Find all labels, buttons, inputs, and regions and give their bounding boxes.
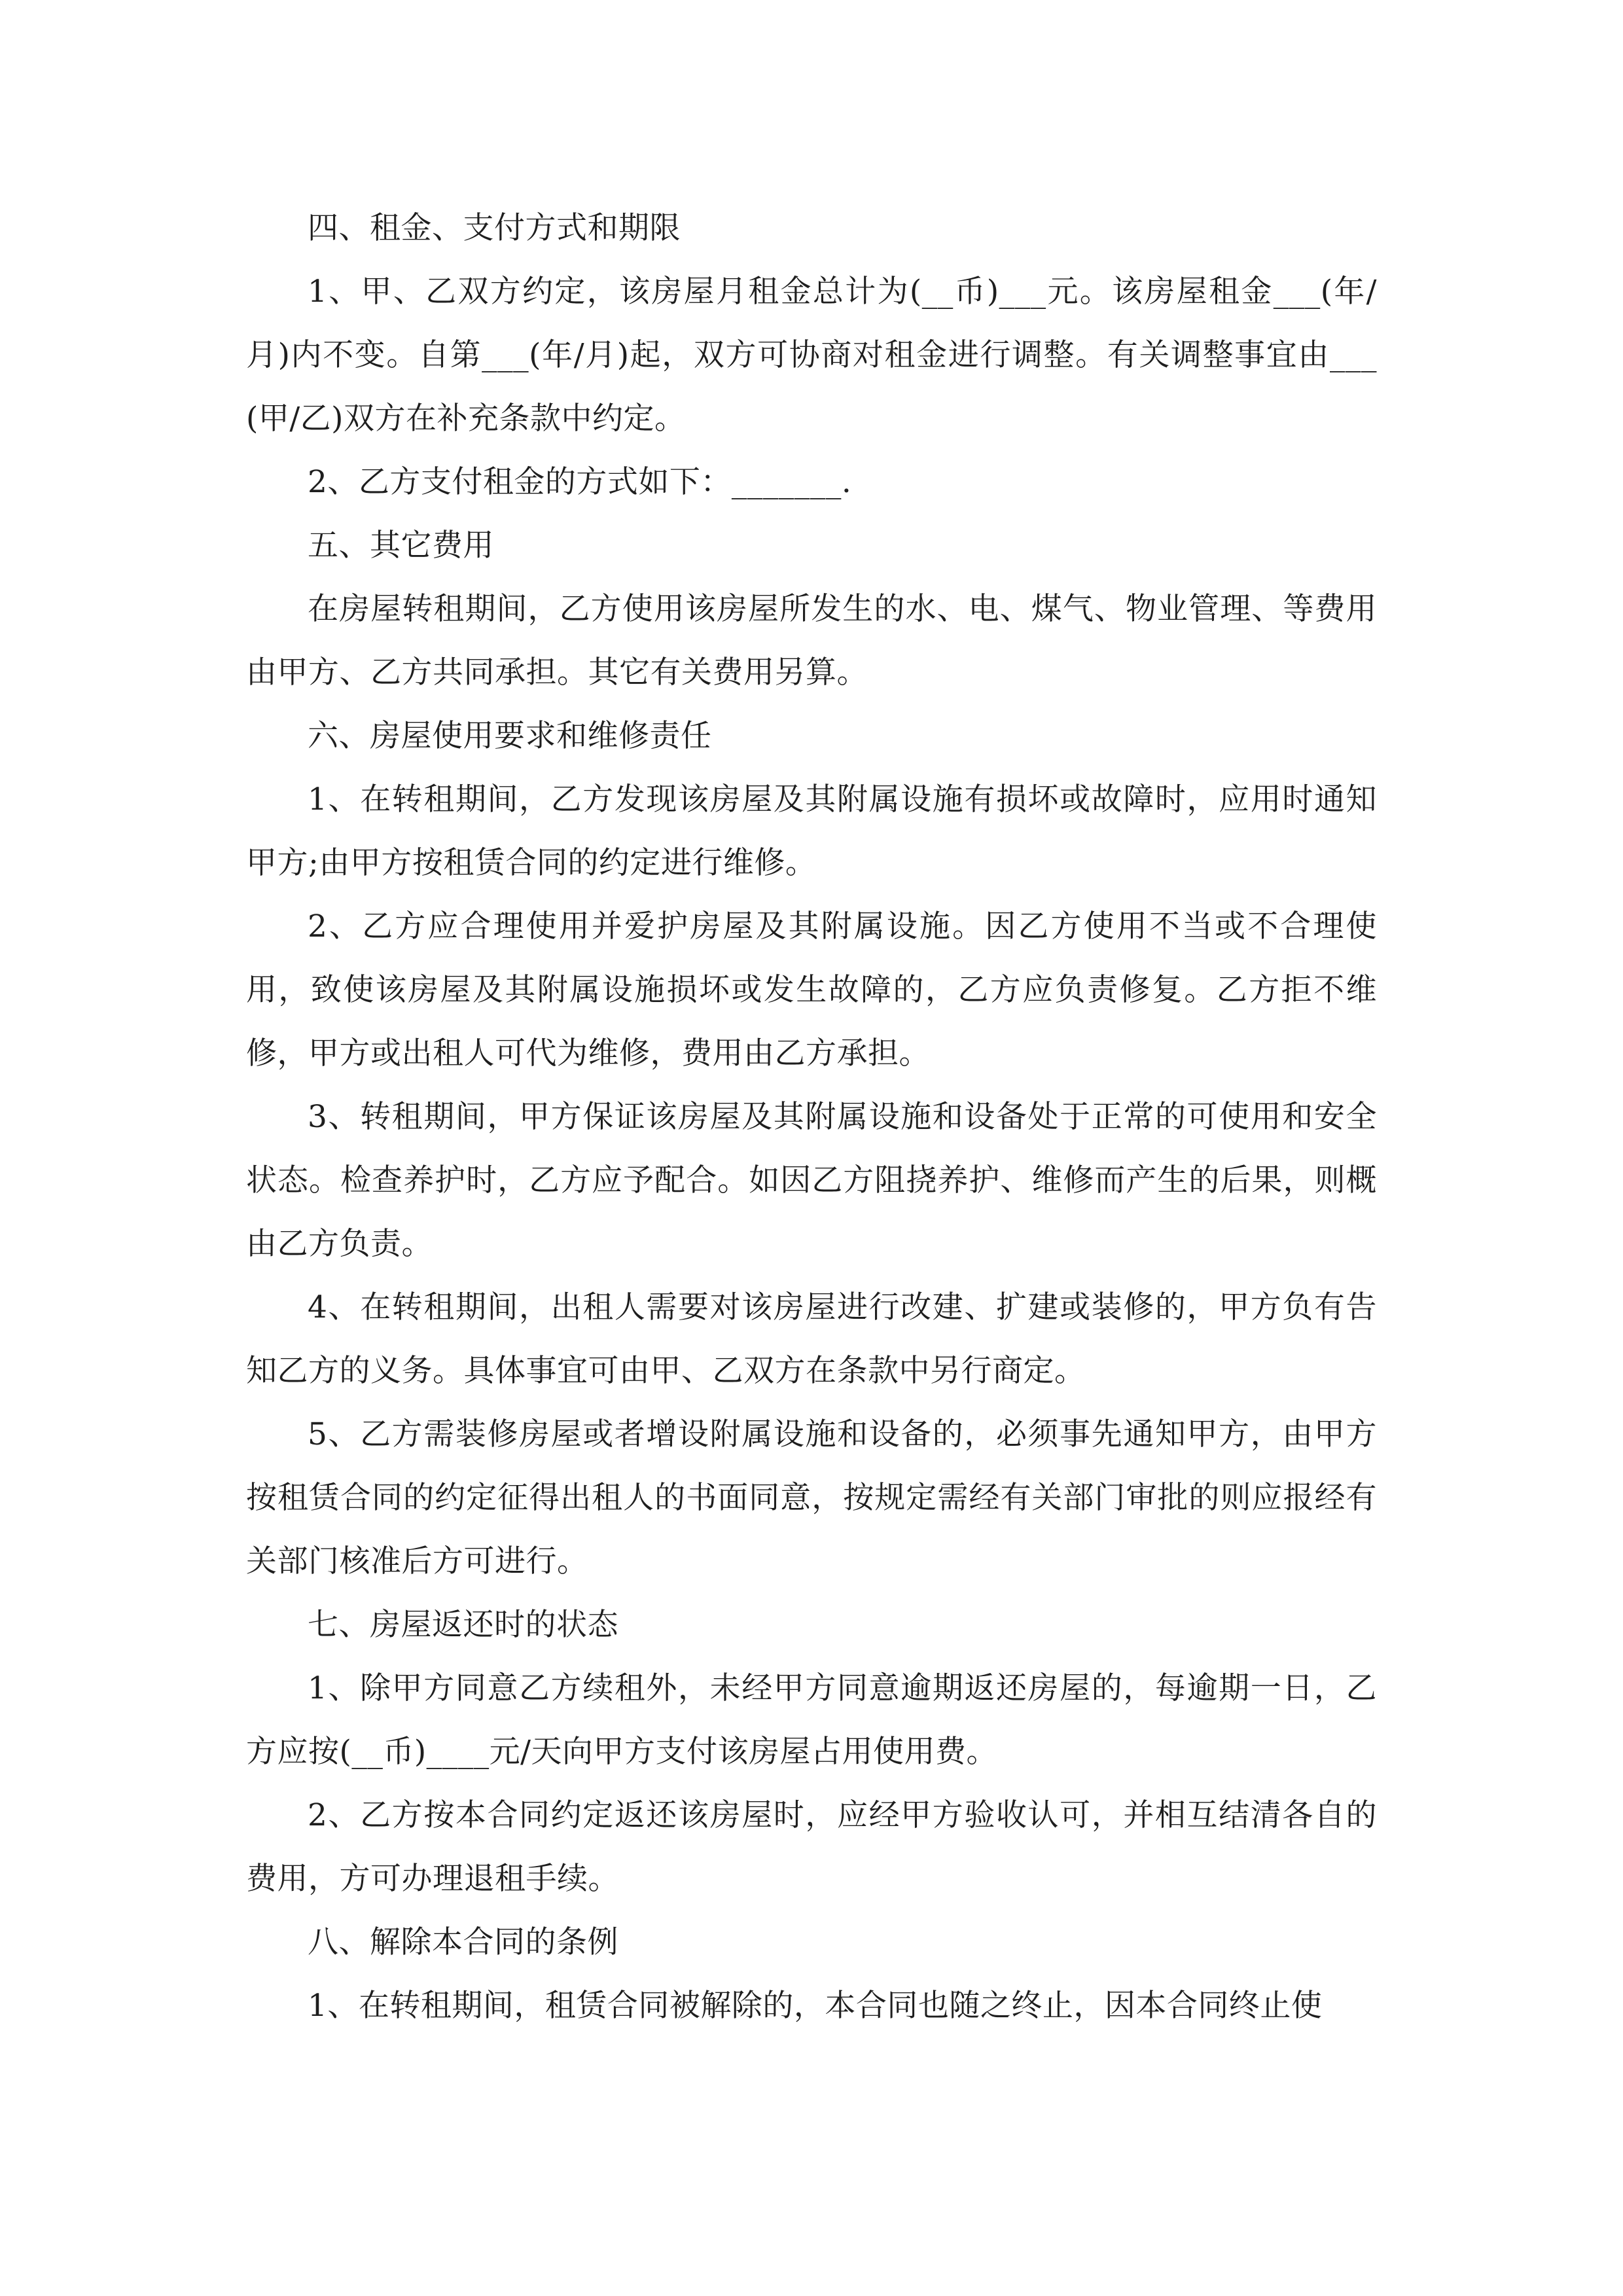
section-heading-other-fees: 五、其它费用 [308,528,494,564]
clause-termination: 1、在转租期间，租赁合同被解除的，本合同也随之终止，因本合同终止使 [308,1988,1323,2024]
clause-proper-use: 2、乙方应合理使用并爱护房屋及其附属设施。因乙方使用不当或不合理使用，致使该房屋及其附属设施损坏或发生故障的，乙方应负责修复。乙方拒不维修，甲方或出租人可代为维修，费用由乙方承担。 [246,908,1377,1071]
section-heading-rent: 四、租金、支付方式和期限 [308,210,681,246]
section-heading-use-and-repair: 六、房屋使用要求和维修责任 [308,718,712,754]
clause-renovation-notice: 4、在转租期间，出租人需要对该房屋进行改建、扩建或装修的，甲方负有告知乙方的义务。具体事宜可由甲、乙双方在条款中另行商定。 [246,1289,1377,1389]
section-heading-return-state: 七、房屋返还时的状态 [308,1607,618,1643]
clause-rent-payment-method: 2、乙方支付租金的方式如下：_______. [308,464,852,500]
clause-safety-maintenance: 3、转租期间，甲方保证该房屋及其附属设施和设备处于正常的可使用和安全状态。检查养护时，乙方应予配合。如因乙方阻挠养护、维修而产生的后果，则概由乙方负责。 [246,1099,1377,1262]
clause-overdue-return: 1、除甲方同意乙方续租外，未经甲方同意逾期返还房屋的，每逾期一日，乙方应按(__币)____元/天向甲方支付该房屋占用使用费。 [246,1670,1377,1770]
section-heading-termination: 八、解除本合同的条例 [308,1924,618,1960]
clause-other-fees: 在房屋转租期间，乙方使用该房屋所发生的水、电、煤气、物业管理、等费用由甲方、乙方共同承担。其它有关费用另算。 [246,591,1377,691]
document-body [246,196,1377,2037]
clause-tenant-renovation: 5、乙方需装修房屋或者增设附属设施和设备的，必须事先通知甲方，由甲方按租赁合同的约定征得出租人的书面同意，按规定需经有关部门审批的则应报经有关部门核准后方可进行。 [246,1416,1377,1579]
clause-repair-notice: 1、在转租期间，乙方发现该房屋及其附属设施有损坏或故障时，应用时通知甲方;由甲方按租赁合同的约定进行维修。 [246,781,1377,881]
clause-return-inspection: 2、乙方按本合同约定返还该房屋时，应经甲方验收认可，并相互结清各自的费用，方可办理退租手续。 [246,1797,1377,1897]
clause-rent-amount: 1、甲、乙双方约定，该房屋月租金总计为(__币)___元。该房屋租金___(年/月)内不变。自第___(年/月)起，双方可协商对租金进行调整。有关调整事宜由___(甲/乙)双方在补充条款中约定。 [246,274,1377,437]
